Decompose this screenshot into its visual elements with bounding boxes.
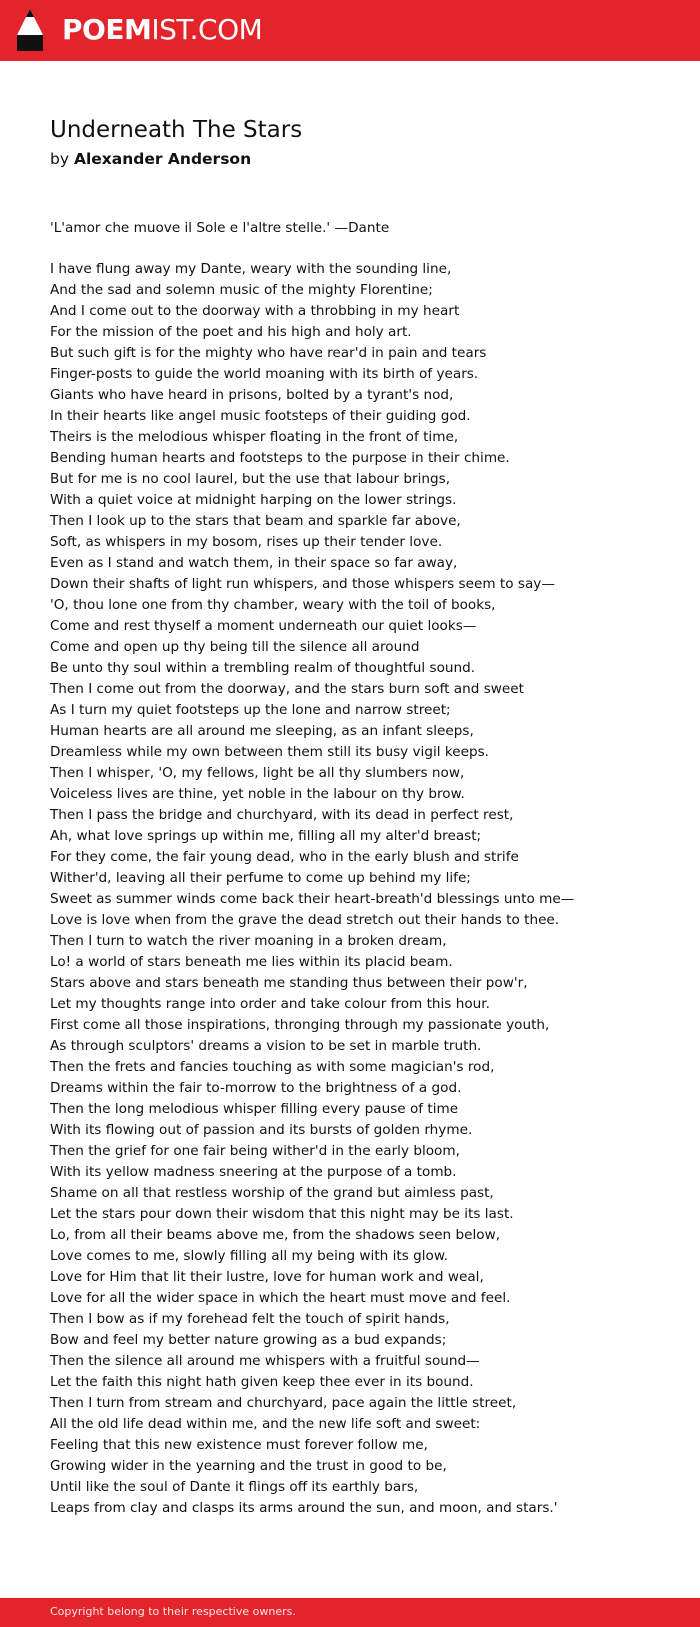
by-label: by: [50, 150, 70, 168]
poem-line: 'O, thou lone one from thy chamber, weary with the toil of books,: [50, 597, 496, 613]
poem-line: Even as I stand and watch them, in their space so far away,: [50, 555, 458, 571]
author-name[interactable]: Alexander Anderson: [73, 150, 252, 168]
poem-line: Let the faith this night hath given keep thee ever in its bound.: [50, 1374, 474, 1390]
poem-line: Dreams within the fair to-morrow to the brightness of a god.: [50, 1080, 462, 1096]
poem-lines: [50, 259, 680, 1519]
poem-line: Love comes to me, slowly filling all my being with its glow.: [50, 1248, 449, 1264]
poem-line: Soft, as whispers in my bosom, rises up their tender love.: [50, 534, 443, 550]
poem-line: Then I turn to watch the river moaning in a broken dream,: [50, 933, 447, 949]
poem-line: As I turn my quiet footsteps up the lone and narrow street;: [50, 702, 451, 718]
poem-line: But such gift is for the mighty who have rear'd in pain and tears: [50, 345, 487, 361]
poem-line: For they come, the fair young dead, who in the early blush and strife: [50, 849, 519, 865]
poem-line: Finger-posts to guide the world moaning with its birth of years.: [50, 366, 479, 382]
poem-line: With a quiet voice at midnight harping on the lower strings.: [50, 492, 457, 508]
poem-line: Giants who have heard in prisons, bolted by a tyrant's nod,: [50, 387, 454, 403]
poem-line: Wither'd, leaving all their perfume to come up behind my life;: [50, 870, 471, 886]
poem-line: Then the silence all around me whispers with a fruitful sound—: [50, 1353, 480, 1369]
poem-line: Down their shafts of light run whispers, and those whispers seem to say—: [50, 576, 555, 592]
poem-line: Then I bow as if my forehead felt the touch of spirit hands,: [50, 1311, 450, 1327]
poem-line: Come and open up thy being till the silence all around: [50, 639, 420, 655]
poem-line: Until like the soul of Dante it flings off its earthly bars,: [50, 1479, 419, 1495]
poem-line: Love is love when from the grave the dead stretch out their hands to thee.: [50, 912, 560, 928]
poem-byline: [50, 147, 251, 171]
poem-line: Shame on all that restless worship of the grand but aimless past,: [50, 1185, 494, 1201]
poem-line: Love for all the wider space in which the heart must move and feel.: [50, 1290, 511, 1306]
poem-line: Be unto thy soul within a trembling realm of thoughtful sound.: [50, 660, 476, 676]
poem-line: With its yellow madness sneering at the purpose of a tomb.: [50, 1164, 457, 1180]
poem-line: Then I turn from stream and churchyard, pace again the little street,: [50, 1395, 517, 1411]
poem-line: Love for Him that lit their lustre, love for human work and weal,: [50, 1269, 484, 1285]
site-header: [0, 0, 700, 61]
poem-line: First come all those inspirations, thronging through my passionate youth,: [50, 1017, 550, 1033]
poem-line: I have flung away my Dante, weary with the sounding line,: [50, 261, 452, 277]
poem-line: Theirs is the melodious whisper floating in the front of time,: [50, 429, 459, 445]
poem-line: Then the long melodious whisper filling every pause of time: [50, 1101, 459, 1117]
poem-line: Lo, from all their beams above me, from the shadows seen below,: [50, 1227, 501, 1243]
poem-line: And the sad and solemn music of the mighty Florentine;: [50, 282, 433, 298]
poem-line: Lo! a world of stars beneath me lies within its placid beam.: [50, 954, 453, 970]
poem-line: Bending human hearts and footsteps to the purpose in their chime.: [50, 450, 510, 466]
poem-line: For the mission of the poet and his high and holy art.: [50, 324, 412, 340]
poem-line: Feeling that this new existence must forever follow me,: [50, 1437, 428, 1453]
poem-line: As through sculptors' dreams a vision to be set in marble truth.: [50, 1038, 482, 1054]
site-logo: POEMIST.COM: [62, 13, 263, 46]
poem-line: Then I whisper, 'O, my fellows, light be all thy slumbers now,: [50, 765, 465, 781]
poem-line: Bow and feel my better nature growing as a bud expands;: [50, 1332, 447, 1348]
poem-line: Come and rest thyself a moment underneath our quiet looks—: [50, 618, 477, 634]
poem-body: [50, 218, 680, 1519]
poem-line: Human hearts are all around me sleeping, as an infant sleeps,: [50, 723, 474, 739]
poem-line: Stars above and stars beneath me standing thus between their pow'r,: [50, 975, 528, 991]
copyright-notice: Copyright belong to their respective owners.: [50, 1605, 296, 1618]
poem-line: Let the stars pour down their wisdom that this night may be its last.: [50, 1206, 514, 1222]
poem-line: Sweet as summer winds come back their heart-breath'd blessings unto me—: [50, 891, 575, 907]
poem-line: Ah, what love springs up within me, filling all my alter'd breast;: [50, 828, 482, 844]
site-footer: [0, 1598, 700, 1627]
poem-line: In their hearts like angel music footsteps of their guiding god.: [50, 408, 471, 424]
poem-line: Voiceless lives are thine, yet noble in the labour on thy brow.: [50, 786, 465, 802]
poem-line: And I come out to the doorway with a throbbing in my heart: [50, 303, 460, 319]
poem-epigraph: 'L'amor che muove il Sole e l'altre stelle.' —Dante: [50, 220, 390, 236]
poem-line: Then the grief for one fair being wither'd in the early bloom,: [50, 1143, 460, 1159]
pencil-icon: [17, 9, 43, 51]
poem-line: Leaps from clay and clasps its arms around the sun, and moon, and stars.': [50, 1500, 558, 1516]
poem-line: But for me is no cool laurel, but the use that labour brings,: [50, 471, 451, 487]
poem-line: Then I come out from the doorway, and the stars burn soft and sweet: [50, 681, 524, 697]
poem-line: Then the frets and fancies touching as with some magician's rod,: [50, 1059, 495, 1075]
poem-line: Let my thoughts range into order and take colour from this hour.: [50, 996, 490, 1012]
poem-line: Then I pass the bridge and churchyard, with its dead in perfect rest,: [50, 807, 514, 823]
poem-line: With its flowing out of passion and its bursts of golden rhyme.: [50, 1122, 473, 1138]
poem-title: Underneath The Stars: [50, 117, 303, 143]
poem-line: All the old life dead within me, and the new life soft and sweet:: [50, 1416, 481, 1432]
poem-line: Then I look up to the stars that beam and sparkle far above,: [50, 513, 461, 529]
poem-line: Dreamless while my own between them still its busy vigil keeps.: [50, 744, 489, 760]
poem-line: Growing wider in the yearning and the trust in good to be,: [50, 1458, 447, 1474]
